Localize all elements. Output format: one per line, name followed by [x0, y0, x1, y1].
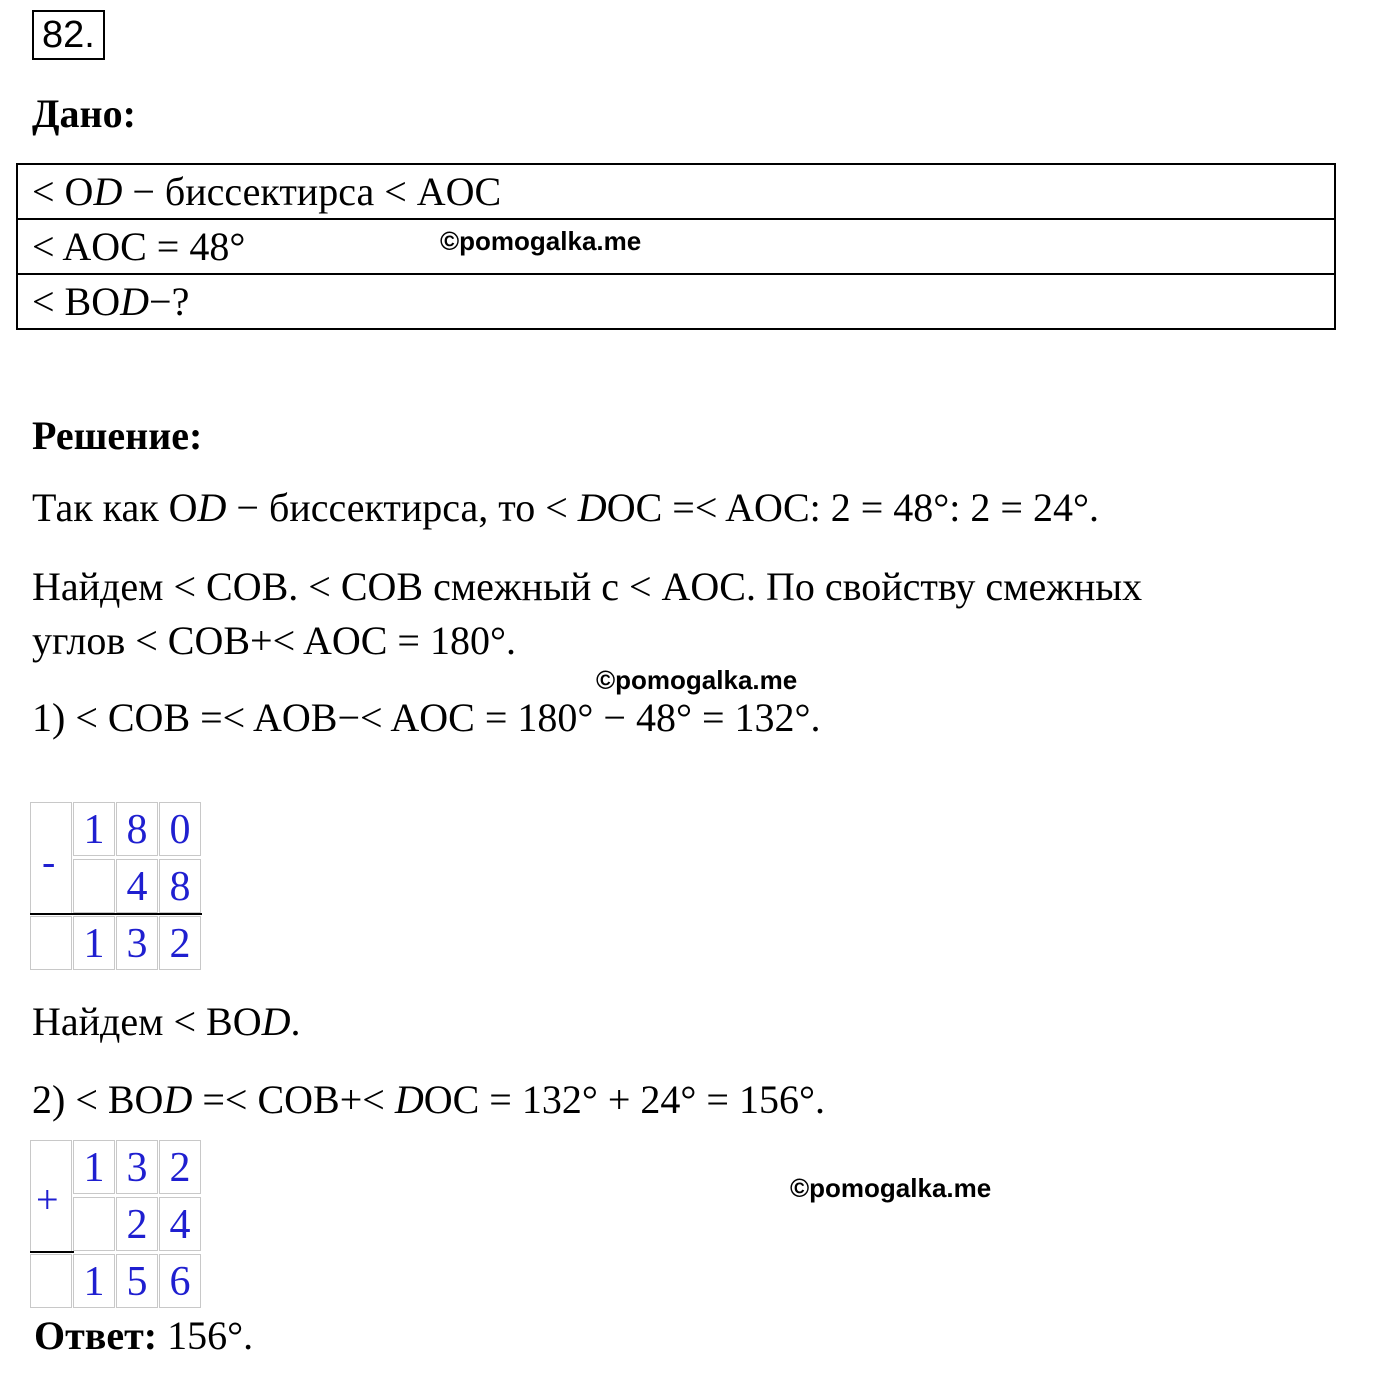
digit-cell: 2 — [116, 1197, 158, 1251]
digit-cell: 3 — [116, 916, 158, 970]
digit-cell — [73, 859, 115, 913]
digit-cell — [73, 1197, 115, 1251]
digit-cell: 2 — [159, 1140, 201, 1194]
given-cell: < BOD−? — [17, 274, 1335, 329]
digit-cell: 8 — [116, 802, 158, 856]
digit-cell: 4 — [116, 859, 158, 913]
digit-cell: 5 — [116, 1254, 158, 1308]
watermark: ©pomogalka.me — [790, 1173, 992, 1203]
given-cell: < OD − биссектирса < AOC — [17, 164, 1335, 219]
subtraction-grid — [30, 802, 202, 970]
given-cell: < AOC = 48° — [17, 219, 1335, 274]
solution-line-1: Так как OD − биссектирса, то < DOC =< AOC: 2 = 48°: 2 = 24°. — [32, 485, 1099, 530]
plus-sign: + — [36, 1177, 59, 1222]
addition-grid — [30, 1140, 202, 1308]
given-row — [17, 219, 1335, 274]
given-heading: Дано: — [32, 91, 136, 136]
watermark: ©pomogalka.me — [440, 226, 642, 256]
problem-number: 82. — [32, 10, 105, 60]
watermark: ©pomogalka.me — [596, 665, 798, 695]
answer-line — [34, 1312, 253, 1359]
digit-cell: 1 — [73, 916, 115, 970]
sum-line — [30, 913, 202, 915]
digit-cell: 0 — [159, 802, 201, 856]
digit-cell: 4 — [159, 1197, 201, 1251]
given-row — [17, 164, 1335, 219]
step-1: 1) < COB =< AOB−< AOC = 180° − 48° = 132°. — [32, 695, 821, 740]
digit-cell: 3 — [116, 1140, 158, 1194]
empty-cell — [30, 1254, 72, 1308]
find-bod-line: Найдем < BOD. — [32, 999, 301, 1044]
digit-cell: 1 — [73, 1254, 115, 1308]
solution-line-3: углов < COB+< AOC = 180°. — [32, 618, 516, 663]
digit-cell: 8 — [159, 859, 201, 913]
digit-cell: 6 — [159, 1254, 201, 1308]
sum-line — [30, 1251, 74, 1253]
digit-cell: 2 — [159, 916, 201, 970]
solution-heading: Решение: — [32, 413, 203, 458]
answer-value: 156°. — [157, 1313, 254, 1358]
digit-cell: 1 — [73, 1140, 115, 1194]
answer-label: Ответ: — [34, 1313, 158, 1358]
empty-cell — [30, 916, 72, 970]
given-row — [17, 274, 1335, 329]
solution-line-2: Найдем < COB. < COB смежный с < AOC. По свойству смежных — [32, 564, 1143, 609]
digit-cell: 1 — [73, 802, 115, 856]
minus-sign: - — [42, 839, 56, 884]
step-2: 2) < BOD =< COB+< DOC = 132° + 24° = 156°. — [32, 1077, 825, 1122]
given-table — [16, 163, 1336, 330]
